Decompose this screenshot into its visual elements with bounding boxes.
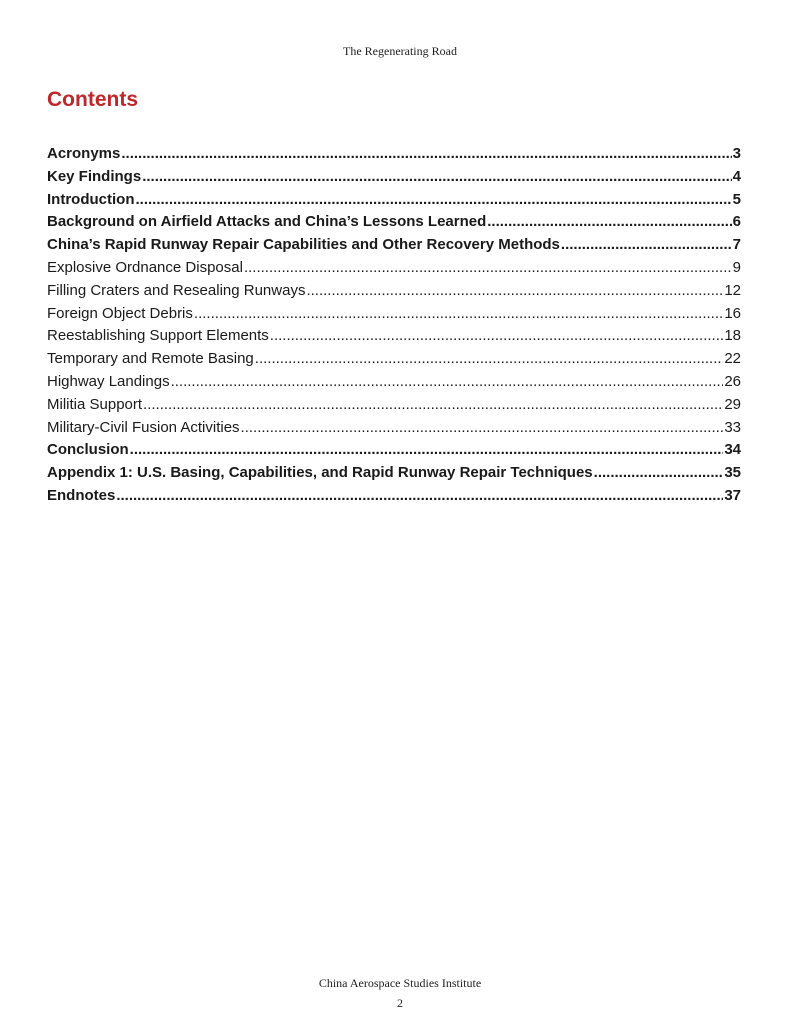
toc-entry-page: 7 [732,236,741,254]
toc-entry-page: 26 [724,372,741,390]
dot-leader [130,439,724,462]
toc-entry-foreign-object-debris[interactable] [47,303,741,326]
toc-entry-appendix-1[interactable] [47,462,741,485]
toc-entry-label: Conclusion [47,441,129,459]
toc-entry-page: 12 [724,281,741,299]
toc-entry-label: Filling Craters and Resealing Runways [47,281,306,299]
toc-entry-introduction[interactable] [47,189,741,212]
toc-entry-page: 6 [732,213,741,231]
toc-entry-militia-support[interactable] [47,394,741,417]
toc-entry-label: Explosive Ordnance Disposal [47,258,243,276]
dot-leader [270,325,724,348]
toc-entry-page: 3 [732,145,741,162]
dot-leader [116,485,723,508]
toc-entry-page: 22 [724,350,741,368]
toc-entry-label: Foreign Object Debris [47,304,193,322]
toc-entry-page: 18 [724,327,741,345]
toc-entry-page: 9 [732,258,741,276]
toc-entry-label: Highway Landings [47,372,170,390]
toc-entry-page: 34 [724,441,741,459]
dot-leader [594,462,724,485]
dot-leader [194,303,723,326]
toc-entry-label: Introduction [47,190,135,208]
toc-entry-conclusion[interactable] [47,439,741,462]
running-header: The Regenerating Road [343,44,457,58]
toc-entry-rapid-runway-repair[interactable] [47,234,741,257]
toc-entry-label: Militia Support [47,395,143,413]
toc-entry-page: 29 [724,395,741,413]
toc-entry-page: 4 [732,167,741,185]
toc-entry-page: 16 [724,304,741,322]
dot-leader [561,234,732,257]
dot-leader [143,394,723,417]
toc-entry-label: Background on Airfield Attacks and China’s Lessons Learned [47,213,487,231]
dot-leader [241,417,724,440]
page-number: 2 [397,996,403,1010]
table-of-contents [47,143,741,508]
toc-entry-background[interactable] [47,211,741,234]
dot-leader [244,257,732,280]
dot-leader [255,348,724,371]
toc-entry-endnotes[interactable] [47,485,741,508]
toc-entry-acronyms[interactable] [47,143,741,166]
dot-leader [487,211,731,234]
toc-entry-explosive-ordnance-disposal[interactable] [47,257,741,280]
dot-leader [306,280,723,303]
toc-entry-page: 35 [724,464,741,482]
toc-entry-label: Key Findings [47,167,142,185]
running-footer: China Aerospace Studies Institute [318,976,482,990]
toc-entry-label: Appendix 1: U.S. Basing, Capabilities, and Rapid Runway Repair Techniques [47,464,593,482]
toc-entry-label: Endnotes [47,486,116,504]
toc-entry-label: Temporary and Remote Basing [47,350,254,368]
contents-heading: Contents [47,88,138,111]
toc-entry-label: Acronyms [47,145,121,162]
toc-entry-reestablishing-support[interactable] [47,325,741,348]
toc-entry-label: Military-Civil Fusion Activities [47,418,240,436]
dot-leader [142,166,731,189]
toc-entry-label: Reestablishing Support Elements [47,327,269,345]
toc-entry-filling-craters[interactable] [47,280,741,303]
toc-entry-military-civil-fusion[interactable] [47,417,741,440]
dot-leader [135,189,731,212]
toc-entry-page: 5 [732,190,741,208]
dot-leader [171,371,724,394]
dot-leader [121,143,731,166]
toc-entry-label: China’s Rapid Runway Repair Capabilities and Other Recovery Methods [47,236,560,254]
toc-entry-highway-landings[interactable] [47,371,741,394]
toc-entry-page: 37 [724,486,741,504]
toc-entry-temporary-remote-basing[interactable] [47,348,741,371]
toc-entry-page: 33 [724,418,741,436]
toc-entry-key-findings[interactable] [47,166,741,189]
